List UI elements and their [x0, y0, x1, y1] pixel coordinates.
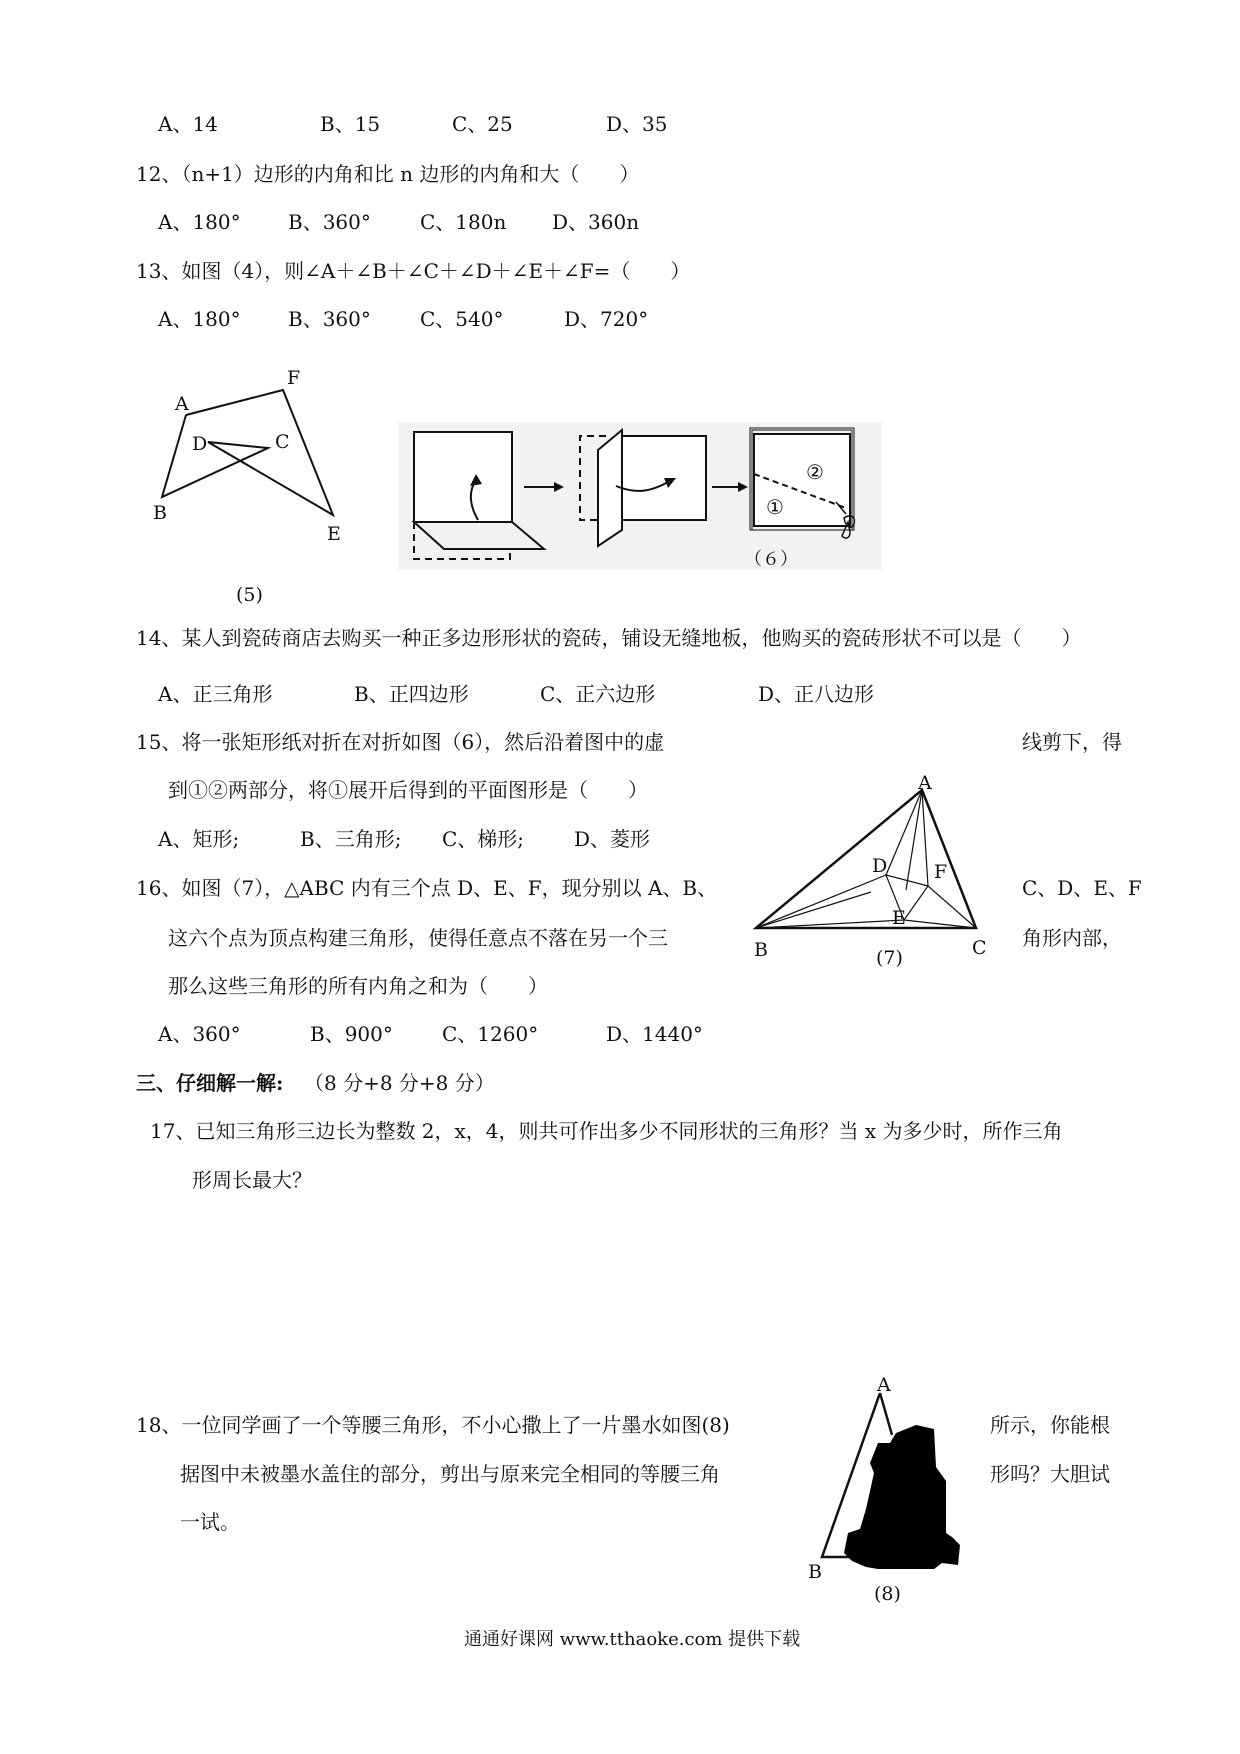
q11-option-d: D、35 — [606, 112, 668, 136]
q16-option-a: A、360° — [158, 1022, 241, 1046]
q12-option-a: A、180° — [158, 210, 241, 234]
fig7-label-b: B — [754, 939, 768, 961]
q14-option-c: C、正六边形 — [540, 682, 656, 706]
q14-option-b: B、正四边形 — [354, 682, 469, 706]
fig5-label-d: D — [192, 433, 208, 455]
section3-title: 三、仔细解一解: — [136, 1071, 284, 1095]
q12-option-d: D、360n — [552, 210, 640, 234]
q16-option-d: D、1440° — [606, 1022, 703, 1046]
figure-7 — [756, 780, 976, 940]
fig7-label-f: F — [934, 861, 948, 883]
fig6-label-2: ② — [806, 460, 824, 484]
q14-option-a: A、正三角形 — [158, 682, 273, 706]
q11-option-a: A、14 — [158, 112, 218, 136]
q18-line2b: 形吗？大胆试 — [990, 1462, 1110, 1486]
q11-option-c: C、25 — [452, 112, 513, 136]
fig5-caption: (5) — [236, 584, 263, 606]
q18-line3: 一试。 — [180, 1510, 240, 1534]
figure-5 — [140, 360, 360, 550]
q15-line1b: 线剪下，得 — [1022, 730, 1122, 754]
fig7-label-c: C — [972, 937, 987, 959]
fig5-label-a: A — [175, 393, 189, 415]
q13-option-a: A、180° — [158, 307, 241, 331]
q14-stem: 14、某人到瓷砖商店去购买一种正多边形形状的瓷砖，铺设无缝地板，他购买的瓷砖形状不可以是（ ） — [136, 626, 1082, 650]
q14-option-d: D、正八边形 — [758, 682, 875, 706]
fig8-caption: (8) — [874, 1583, 901, 1605]
q12-option-c: C、180n — [420, 210, 507, 234]
q12-stem: 12、（n+1）边形的内角和比 n 边形的内角和大（ ） — [136, 162, 640, 186]
q16-line2a: 这六个点为顶点构建三角形，使得任意点不落在另一个三 — [168, 926, 668, 950]
q15-line1a: 15、将一张矩形纸对折在对折如图（6），然后沿着图中的虚 — [136, 730, 665, 754]
q11-option-b: B、15 — [320, 112, 381, 136]
figure-6 — [398, 422, 882, 570]
fig8-label-a: A — [877, 1374, 891, 1396]
figure-8 — [818, 1385, 968, 1575]
fig7-label-a: A — [918, 772, 932, 794]
q15-line2: 到①②两部分，将①展开后得到的平面图形是（ ） — [168, 778, 648, 802]
q16-line1a: 16、如图（7），△ABC 内有三个点 D、E、F，现分别以 A、B、 — [136, 876, 718, 900]
q16-option-b: B、900° — [310, 1022, 393, 1046]
fig5-label-c: C — [275, 431, 290, 453]
fig7-caption: (7) — [876, 947, 903, 969]
q17-line2: 形周长最大？ — [192, 1168, 312, 1192]
footer-text: 通通好课网 www.tthaoke.com 提供下载 — [464, 1629, 801, 1650]
q16-option-c: C、1260° — [442, 1022, 539, 1046]
q18-line2a: 据图中未被墨水盖住的部分，剪出与原来完全相同的等腰三角 — [180, 1462, 720, 1486]
q17-line1: 17、已知三角形三边长为整数 2，x，4，则共可作出多少不同形状的三角形？当 x 为多少时，所作三角 — [150, 1119, 1063, 1143]
q13-option-c: C、540° — [420, 307, 504, 331]
q13-option-d: D、720° — [564, 307, 649, 331]
fig6-label-1: ① — [766, 495, 784, 519]
q13-option-b: B、360° — [288, 307, 371, 331]
q18-line1a: 18、一位同学画了一个等腰三角形，不小心撒上了一片墨水如图(8) — [136, 1413, 730, 1437]
fig8-label-b: B — [808, 1561, 822, 1583]
fig5-label-b: B — [153, 502, 167, 524]
q18-line1b: 所示，你能根 — [990, 1413, 1110, 1437]
q15-option-d: D、菱形 — [574, 827, 651, 851]
fig5-label-f: F — [287, 367, 301, 389]
q16-line1b: C、D、E、F — [1022, 876, 1142, 900]
q15-option-a: A、矩形; — [158, 827, 240, 851]
q12-option-b: B、360° — [288, 210, 371, 234]
q16-line3: 那么这些三角形的所有内角之和为（ ） — [168, 974, 548, 998]
q15-option-c: C、梯形; — [442, 827, 525, 851]
q13-stem: 13、如图（4），则∠A＋∠B＋∠C＋∠D＋∠E＋∠F=（ ） — [136, 259, 691, 283]
fig7-label-e: E — [892, 907, 906, 929]
fig6-caption: （６） — [744, 549, 798, 570]
q16-line2b: 角形内部， — [1022, 926, 1122, 950]
fig7-label-d: D — [872, 855, 888, 877]
q15-option-b: B、三角形; — [300, 827, 402, 851]
fig5-label-e: E — [327, 523, 341, 545]
section3-points: （8 分+8 分+8 分） — [304, 1071, 495, 1095]
